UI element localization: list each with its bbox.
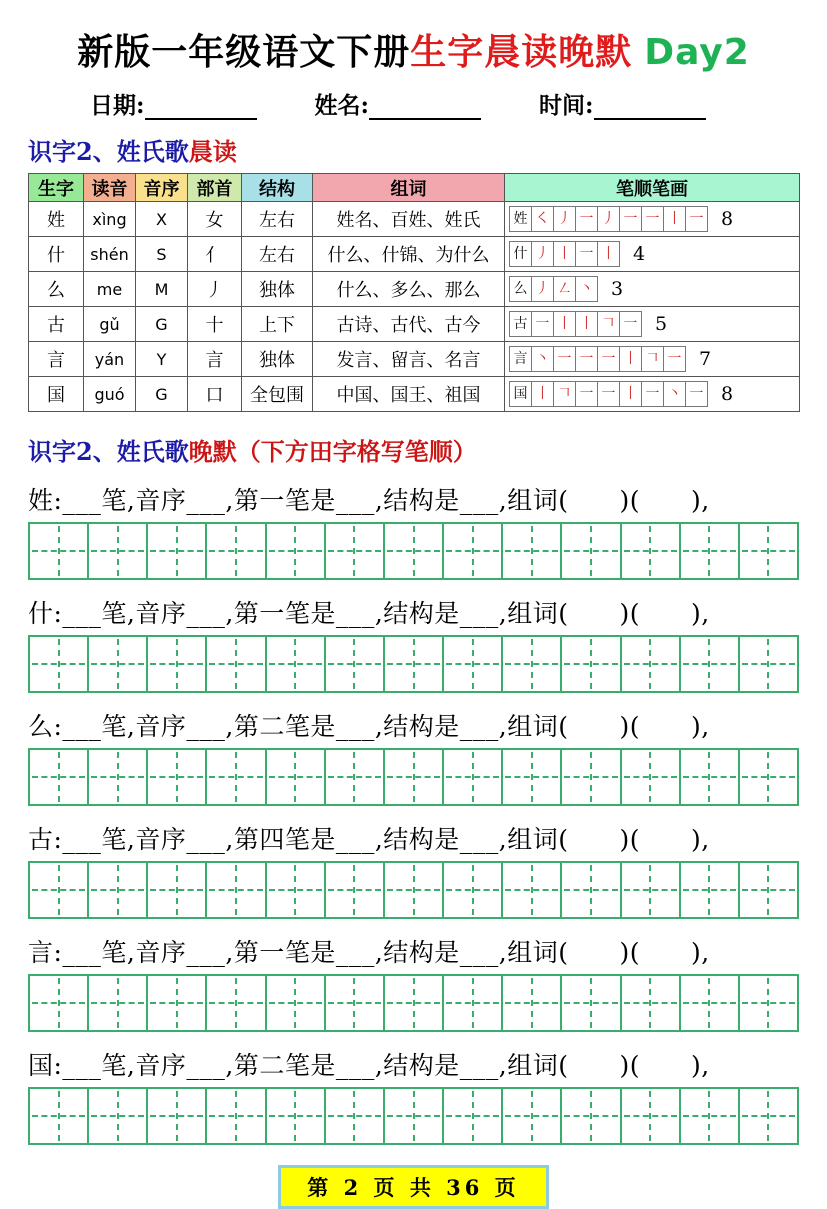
stroke-box-char: 古 [509,311,532,337]
tian-grid-cell [444,750,503,804]
tian-grid-cell [681,1089,740,1143]
tian-grid-cell [207,750,266,804]
stroke-box: 𠃍 [597,311,620,337]
stroke-box: 丿 [531,241,554,267]
stroke-box-sequence [531,241,619,267]
section2-title [28,432,799,467]
cell-char: 么 [29,272,84,307]
tian-grid-cell [681,637,740,691]
cell-stroke-order [505,377,800,412]
section2-title-blue: 识字2、姓氏歌 [28,437,189,466]
tian-grid-cell [562,976,621,1030]
tian-grid-cell [89,863,148,917]
stroke-box: 一 [641,206,664,232]
stroke-box: 丨 [553,311,576,337]
cell-char: 言 [29,342,84,377]
stroke-box: 丶 [575,276,598,302]
tian-grid-cell [740,976,797,1030]
tian-grid-cell [622,750,681,804]
header-structure: 结构 [242,174,313,202]
stroke-box: ㇜ [553,276,576,302]
cell-stroke-order [505,272,800,307]
tian-grid-cell [267,1089,326,1143]
stroke-box: 𠃍 [641,346,664,372]
tian-grid-cell [148,1089,207,1143]
tian-grid-cell [267,750,326,804]
tian-grid-cell [444,863,503,917]
stroke-count: 7 [699,348,712,370]
cell-structure: 独体 [242,342,313,377]
stroke-count: 8 [721,383,734,405]
writing-grid-row [28,974,799,1032]
tian-grid-cell [148,524,207,578]
stroke-box: 丨 [575,311,598,337]
tian-grid-cell [30,863,89,917]
cell-stroke-order [505,202,800,237]
tian-grid-cell [681,863,740,917]
tian-grid-cell [503,750,562,804]
tian-grid-cell [267,976,326,1030]
practice-block-gu [28,820,799,919]
stroke-box: 一 [597,381,620,407]
stroke-box: 丶 [663,381,686,407]
tian-grid-cell [89,750,148,804]
tian-grid-cell [740,1089,797,1143]
tian-grid-cell [503,637,562,691]
cell-radical: 口 [188,377,242,412]
tian-grid-cell [622,524,681,578]
cell-pinyin: xìng [84,202,136,237]
tian-grid-cell [326,976,385,1030]
writing-grid-row [28,1087,799,1145]
table-row [29,377,800,412]
cell-words: 发言、留言、名言 [313,342,505,377]
stroke-box: 一 [685,206,708,232]
stroke-box: 一 [553,346,576,372]
tian-grid-cell [89,524,148,578]
tian-grid-cell [148,976,207,1030]
page-number-badge: 第 2 页 共 36 页 [278,1165,548,1209]
header-strokes: 笔顺笔画 [505,174,800,202]
cell-pinyin: guó [84,377,136,412]
tian-grid-cell [740,750,797,804]
tian-grid-cell [30,524,89,578]
tian-grid-cell [326,750,385,804]
tian-grid-cell [207,1089,266,1143]
stroke-box: 丿 [531,276,554,302]
tian-grid-cell [562,524,621,578]
cell-initial: G [136,307,188,342]
section1-title-red: 晨读 [188,137,237,166]
stroke-box-char: 姓 [509,206,532,232]
tian-grid-cell [503,1089,562,1143]
stroke-box-char: 言 [509,346,532,372]
cell-structure: 左右 [242,237,313,272]
tian-grid-cell [89,976,148,1030]
stroke-count: 5 [655,313,668,335]
tian-grid-cell [267,524,326,578]
cell-structure: 左右 [242,202,313,237]
tian-grid-cell [503,976,562,1030]
cell-initial: X [136,202,188,237]
practice-line: 言:___笔,音序___,第一笔是___,结构是___,组词( )( ), [28,938,710,967]
header-words: 组词 [313,174,505,202]
table-row [29,342,800,377]
tian-grid-cell [385,750,444,804]
stroke-box: 丨 [663,206,686,232]
tian-grid-cell [385,1089,444,1143]
cell-stroke-order [505,307,800,342]
stroke-count: 4 [633,243,646,265]
cell-char: 什 [29,237,84,272]
tian-grid-cell [444,976,503,1030]
stroke-box: 一 [685,381,708,407]
tian-grid-cell [207,637,266,691]
stroke-box: ㇛ [531,206,554,232]
header-initial: 音序 [136,174,188,202]
tian-grid-cell [30,637,89,691]
time-field [539,87,706,120]
cell-radical: 女 [188,202,242,237]
tian-grid-cell [30,750,89,804]
stroke-box-char: 什 [509,241,532,267]
cell-initial: G [136,377,188,412]
title-part-red: 生字晨读晚默 [410,31,633,73]
practice-block-me [28,707,799,806]
stroke-box: 一 [641,381,664,407]
stroke-box: 丶 [531,346,554,372]
cell-radical: 十 [188,307,242,342]
tian-grid-cell [681,524,740,578]
writing-grid-row [28,748,799,806]
cell-char: 姓 [29,202,84,237]
stroke-box: 一 [597,346,620,372]
tian-grid-cell [326,863,385,917]
stroke-box: 𠃍 [553,381,576,407]
tian-grid-cell [562,863,621,917]
time-label: 时间: [539,92,594,119]
stroke-box: 一 [619,206,642,232]
header-pinyin: 读音 [84,174,136,202]
stroke-box-sequence [531,346,685,372]
tian-grid-cell [385,524,444,578]
practice-block-xing [28,481,799,580]
tian-grid-cell [207,524,266,578]
stroke-box-sequence [531,276,597,302]
stroke-box: 一 [575,206,598,232]
stroke-box: 一 [575,241,598,267]
tian-grid-cell [148,750,207,804]
cell-words: 姓名、百姓、姓氏 [313,202,505,237]
character-table [28,173,800,412]
header-char: 生字 [29,174,84,202]
tian-grid-cell [148,863,207,917]
practice-line: 么:___笔,音序___,第二笔是___,结构是___,组词( )( ), [28,712,710,741]
tian-grid-cell [562,1089,621,1143]
tian-grid-cell [740,863,797,917]
table-row [29,237,800,272]
stroke-box: 丨 [619,381,642,407]
practice-block-guo [28,1046,799,1145]
practice-line: 国:___笔,音序___,第二笔是___,结构是___,组词( )( ), [28,1051,710,1080]
tian-grid-cell [503,863,562,917]
stroke-box-char: 么 [509,276,532,302]
cell-char: 古 [29,307,84,342]
stroke-box: 丿 [597,206,620,232]
tian-grid-cell [622,637,681,691]
cell-stroke-order [505,342,800,377]
tian-grid-cell [622,1089,681,1143]
cell-radical: 言 [188,342,242,377]
stroke-box: 一 [575,381,598,407]
cell-stroke-order [505,237,800,272]
tian-grid-cell [562,637,621,691]
cell-structure: 上下 [242,307,313,342]
cell-char: 国 [29,377,84,412]
date-label: 日期: [90,92,145,119]
cell-structure: 独体 [242,272,313,307]
tian-grid-cell [622,976,681,1030]
table-row [29,202,800,237]
practice-block-yan [28,933,799,1032]
tian-grid-cell [681,976,740,1030]
date-blank [145,94,257,120]
tian-grid-cell [385,637,444,691]
cell-words: 中国、国王、祖国 [313,377,505,412]
footer [28,1165,799,1209]
table-row [29,307,800,342]
info-row [90,87,799,120]
cell-structure: 全包围 [242,377,313,412]
page-title [28,24,799,75]
tian-grid-cell [740,524,797,578]
tian-grid-cell [385,863,444,917]
stroke-box: 丨 [619,346,642,372]
cell-initial: S [136,237,188,272]
stroke-box-char: 国 [509,381,532,407]
section1-title-blue: 识字2、姓氏歌 [28,137,189,166]
cell-initial: M [136,272,188,307]
cell-pinyin: shén [84,237,136,272]
tian-grid-cell [326,637,385,691]
tian-grid-cell [444,637,503,691]
tian-grid-cell [148,637,207,691]
tian-grid-cell [385,976,444,1030]
tian-grid-cell [267,863,326,917]
stroke-box: 丨 [531,381,554,407]
time-blank [594,94,706,120]
practice-block-shen [28,594,799,693]
writing-grid-row [28,861,799,919]
section1-title [28,132,799,167]
practice-line: 什:___笔,音序___,第一笔是___,结构是___,组词( )( ), [28,599,710,628]
tian-grid-cell [207,976,266,1030]
name-label: 姓名: [314,92,369,119]
tian-grid-cell [89,637,148,691]
stroke-count: 3 [611,278,624,300]
cell-radical: 丿 [188,272,242,307]
cell-words: 什么、什锦、为什么 [313,237,505,272]
stroke-box: 丿 [553,206,576,232]
tian-grid-cell [89,1089,148,1143]
stroke-box-sequence [531,206,707,232]
stroke-box: 丨 [597,241,620,267]
tian-grid-cell [207,863,266,917]
stroke-box: 一 [575,346,598,372]
tian-grid-cell [444,524,503,578]
tian-grid-cell [444,1089,503,1143]
section2-title-red: 晚默（下方田字格写笔顺） [188,437,477,466]
stroke-count: 8 [721,208,734,230]
practice-line: 姓:___笔,音序___,第一笔是___,结构是___,组词( )( ), [28,486,710,515]
tian-grid-cell [30,976,89,1030]
tian-grid-cell [267,637,326,691]
cell-pinyin: gǔ [84,307,136,342]
name-field [315,87,482,120]
tian-grid-cell [503,524,562,578]
cell-initial: Y [136,342,188,377]
header-radical: 部首 [188,174,242,202]
stroke-box-sequence [531,381,707,407]
cell-words: 古诗、古代、古今 [313,307,505,342]
cell-pinyin: me [84,272,136,307]
tian-grid-cell [681,750,740,804]
tian-grid-cell [622,863,681,917]
table-row [29,272,800,307]
stroke-box: 丨 [553,241,576,267]
cell-pinyin: yán [84,342,136,377]
stroke-box: 一 [619,311,642,337]
cell-words: 什么、多么、那么 [313,272,505,307]
stroke-box-sequence [531,311,641,337]
title-part-day: Day2 [644,32,750,73]
writing-grid-row [28,635,799,693]
tian-grid-cell [326,1089,385,1143]
tian-grid-cell [740,637,797,691]
title-part-black: 新版一年级语文下册 [77,31,411,73]
tian-grid-cell [562,750,621,804]
stroke-box: 一 [663,346,686,372]
table-header-row [29,174,800,202]
writing-grid-row [28,522,799,580]
date-field [90,87,257,120]
stroke-box: 一 [531,311,554,337]
practice-line: 古:___笔,音序___,第四笔是___,结构是___,组词( )( ), [28,825,710,854]
tian-grid-cell [30,1089,89,1143]
name-blank [369,94,481,120]
cell-radical: 亻 [188,237,242,272]
tian-grid-cell [326,524,385,578]
